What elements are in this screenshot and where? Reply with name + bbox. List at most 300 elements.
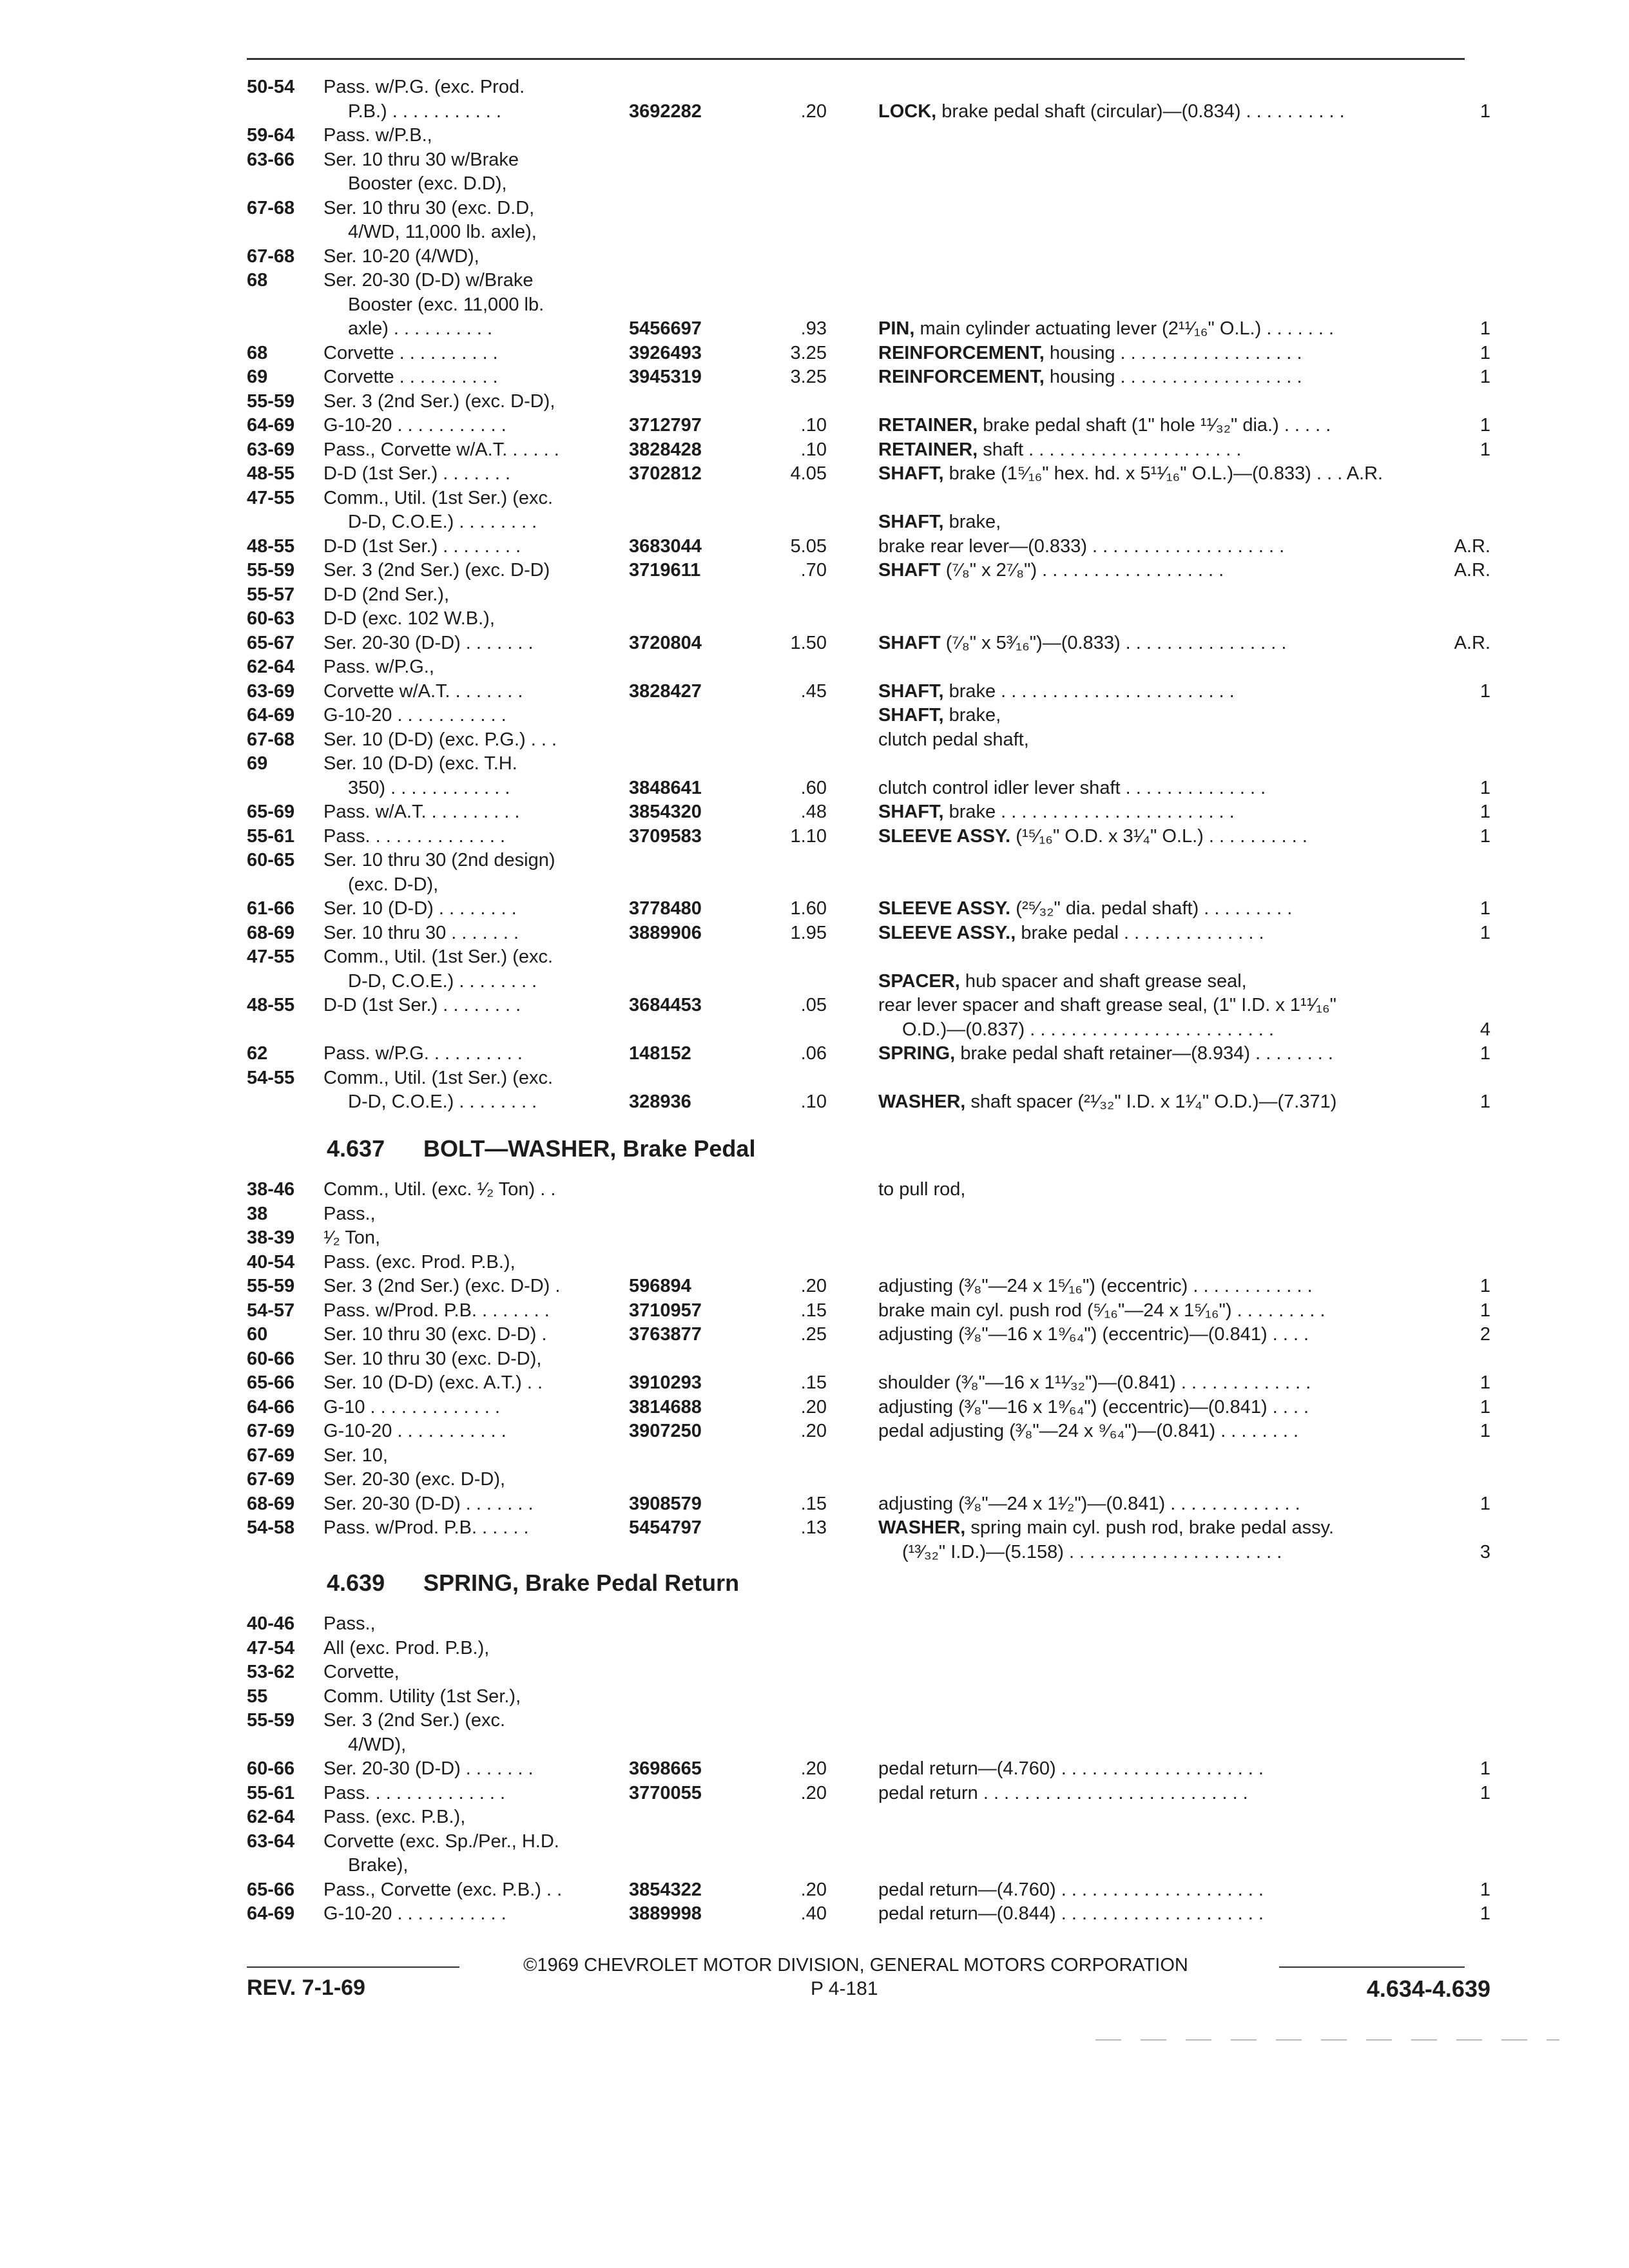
description-text: (⁷⁄₈" x 2⁷⁄₈") . . . . . . . . . . . . . . . . . .	[945, 560, 1224, 581]
price: .20	[800, 1782, 827, 1803]
quantity: A.R.	[1454, 560, 1490, 581]
section-code: 4.637	[327, 1135, 385, 1162]
part-name: SLEEVE ASSY.,	[878, 922, 1016, 943]
quantity: 1	[1480, 1879, 1490, 1900]
price: 5.05	[790, 535, 827, 557]
part-description	[878, 414, 1331, 438]
application: D-D (1st Ser.) . . . . . . .	[323, 463, 511, 484]
part-description	[878, 704, 1001, 728]
description-text: adjusting (³⁄₈"—16 x 1⁹⁄₆₄") (eccentric)—(0.841) . . . .	[878, 1396, 1309, 1418]
part-description	[878, 825, 1307, 849]
part-row	[0, 680, 1629, 704]
model-years: 40-46	[247, 1613, 295, 1634]
quantity: 1	[1480, 1903, 1490, 1924]
model-years: 64-69	[247, 415, 295, 436]
quantity: 1	[1480, 1043, 1490, 1064]
application: 4/WD),	[348, 1734, 407, 1755]
model-years: 64-69	[247, 705, 295, 726]
application: D-D, C.O.E.) . . . . . . . .	[348, 1091, 537, 1112]
part-name: SHAFT	[878, 560, 941, 581]
part-description	[878, 1516, 1334, 1541]
part-row	[0, 728, 1629, 753]
part-row	[0, 1419, 1629, 1444]
description-text: brake pedal . . . . . . . . . . . . . .	[1021, 922, 1264, 943]
part-row	[0, 1733, 1629, 1758]
model-years: 63-69	[247, 439, 295, 460]
price: .15	[800, 1372, 827, 1393]
part-name: PIN,	[878, 318, 915, 339]
description-text: pedal return . . . . . . . . . . . . . . . . . . . . . . . . . .	[878, 1782, 1248, 1803]
application: Ser. 10 (D-D) . . . . . . . .	[323, 898, 517, 919]
part-description	[878, 462, 1383, 486]
part-name: RETAINER,	[878, 415, 978, 436]
model-years: 47-54	[247, 1637, 295, 1658]
part-number: 3720804	[629, 632, 702, 653]
price: .15	[800, 1493, 827, 1514]
part-row	[0, 172, 1629, 197]
price: .40	[800, 1903, 827, 1924]
part-number: 3945319	[629, 367, 702, 387]
part-number: 3702812	[629, 463, 702, 484]
description-text: (⁷⁄₈" x 5³⁄₁₆")—(0.833) . . . . . . . . . . . . . . . .	[945, 632, 1287, 653]
application: Comm. Utility (1st Ser.),	[323, 1686, 521, 1707]
model-years: 55-61	[247, 825, 295, 847]
part-description	[878, 1492, 1300, 1517]
part-description	[878, 1396, 1309, 1420]
part-name: SHAFT,	[878, 802, 944, 822]
part-number: 3854320	[629, 802, 702, 822]
description-text: adjusting (³⁄₈"—16 x 1⁹⁄₆₄") (eccentric)—(0.841) . . . .	[878, 1324, 1309, 1345]
model-years: 40-54	[247, 1251, 295, 1273]
part-number: 3910293	[629, 1372, 702, 1393]
application: Ser. 3 (2nd Ser.) (exc. D-D) .	[323, 1276, 561, 1296]
quantity: 1	[1480, 318, 1490, 339]
part-row	[0, 462, 1629, 486]
part-row	[0, 1371, 1629, 1396]
description-text: brake,	[949, 705, 1001, 726]
part-row	[0, 148, 1629, 173]
price: .20	[800, 101, 827, 122]
quantity: 1	[1480, 1758, 1490, 1779]
part-number: 3907250	[629, 1421, 702, 1441]
model-years: 60-66	[247, 1758, 295, 1779]
part-row	[0, 945, 1629, 970]
part-number: 3889998	[629, 1903, 702, 1924]
model-years: 62	[247, 1043, 268, 1064]
model-years: 68	[247, 270, 268, 291]
description-text: brake,	[949, 512, 1001, 532]
price: .20	[800, 1396, 827, 1418]
application: Pass. w/Prod. P.B. . . . . .	[323, 1517, 529, 1538]
quantity: 4	[1480, 1019, 1490, 1040]
part-row	[0, 1018, 1629, 1043]
application: Ser. 10 thru 30 (2nd design)	[323, 850, 555, 870]
section-heading-4639	[327, 1570, 739, 1597]
description-text: brake main cyl. push rod (⁵⁄₁₆"—24 x 1⁵⁄₁₆") . . . . . . . . .	[878, 1300, 1325, 1321]
part-description	[902, 1541, 1282, 1565]
model-years: 63-66	[247, 149, 295, 170]
description-text: spring main cyl. push rod, brake pedal assy.	[970, 1517, 1335, 1538]
part-number: 596894	[629, 1276, 691, 1296]
application: Ser. 20-30 (D-D) . . . . . . .	[323, 632, 534, 653]
part-row	[0, 994, 1629, 1018]
part-number: 328936	[629, 1091, 691, 1112]
section-title: BOLT—WASHER, Brake Pedal	[423, 1135, 756, 1162]
part-row	[0, 1805, 1629, 1830]
part-description	[878, 970, 1247, 994]
part-description	[878, 1419, 1298, 1444]
application: Corvette . . . . . . . . . .	[323, 367, 498, 387]
part-description	[878, 776, 1266, 801]
application: Booster (exc. 11,000 lb.	[348, 294, 545, 315]
revision-date: REV. 7-1-69	[247, 1975, 365, 2000]
application: Ser. 10 thru 30 (exc. D-D),	[323, 1348, 542, 1369]
application: Ser. 10 thru 30 (exc. D-D) .	[323, 1324, 547, 1345]
part-name: SHAFT,	[878, 463, 944, 484]
model-years: 38-39	[247, 1227, 295, 1248]
price: .10	[800, 439, 827, 460]
quantity: 1	[1480, 1396, 1490, 1418]
application: Corvette . . . . . . . . . .	[323, 342, 498, 363]
application: Comm., Util. (1st Ser.) (exc.	[323, 487, 554, 508]
price: .05	[800, 995, 827, 1015]
part-row	[0, 1541, 1629, 1565]
model-years: 55	[247, 1686, 268, 1707]
description-text: hub spacer and shaft grease seal,	[965, 970, 1247, 992]
part-row	[0, 631, 1629, 656]
description-text: brake pedal shaft (circular)—(0.834) . . . . . . . . . .	[941, 101, 1345, 122]
part-number: 3763877	[629, 1324, 702, 1345]
application: All (exc. Prod. P.B.),	[323, 1637, 490, 1658]
part-row	[0, 607, 1629, 631]
application: Pass. w/P.B.,	[323, 125, 432, 146]
application: Pass., Corvette w/A.T. . . . . .	[323, 439, 559, 460]
part-description	[878, 1299, 1325, 1323]
description-text: (¹³⁄₃₂" I.D.)—(5.158) . . . . . . . . . . . . . . . . . . . . .	[902, 1541, 1282, 1562]
price: .93	[800, 318, 827, 339]
part-row	[0, 825, 1629, 849]
model-years: 67-69	[247, 1469, 295, 1490]
part-row	[0, 1396, 1629, 1420]
model-years: 60-65	[247, 850, 295, 870]
part-row	[0, 583, 1629, 608]
application: Ser. 3 (2nd Ser.) (exc. D-D)	[323, 560, 550, 581]
application: Pass. (exc. P.B.),	[323, 1807, 466, 1827]
application: Ser. 10-20 (4/WD),	[323, 245, 479, 267]
model-years: 65-66	[247, 1372, 295, 1393]
part-name: REINFORCEMENT,	[878, 342, 1045, 363]
description-text: (²⁵⁄₃₂" dia. pedal shaft) . . . . . . . . .	[1016, 898, 1293, 919]
application: Comm., Util. (1st Ser.) (exc.	[323, 947, 554, 967]
part-description	[878, 341, 1302, 366]
application: Pass.,	[323, 1613, 376, 1634]
description-text: brake (1⁵⁄₁₆" hex. hd. x 5¹¹⁄₁₆" O.L.)—(0.833) . . . A.R.	[949, 463, 1383, 484]
part-row	[0, 1444, 1629, 1468]
part-description	[878, 1042, 1333, 1066]
application: Pass. w/P.G.,	[323, 657, 434, 677]
part-number: 5456697	[629, 318, 702, 339]
model-years: 53-62	[247, 1662, 295, 1682]
quantity: 1	[1480, 825, 1490, 847]
part-row	[0, 1854, 1629, 1878]
part-row	[0, 1902, 1629, 1927]
part-row	[0, 535, 1629, 559]
block-spring-return	[0, 1612, 1629, 1927]
quantity: 1	[1480, 439, 1490, 460]
part-row	[0, 1637, 1629, 1661]
model-years: 65-67	[247, 632, 295, 653]
part-row	[0, 752, 1629, 776]
quantity: 1	[1480, 367, 1490, 387]
description-text: brake pedal shaft (1" hole ¹¹⁄₃₂" dia.) . . . . .	[983, 415, 1331, 436]
application: Pass. w/P.G. (exc. Prod.	[323, 77, 525, 97]
part-name: SLEEVE ASSY.	[878, 898, 1011, 919]
price: .13	[800, 1517, 827, 1538]
part-row	[0, 776, 1629, 801]
description-text: clutch control idler lever shaft . . . . . . . . . . . . . .	[878, 777, 1266, 798]
part-description	[878, 921, 1264, 946]
application: 350) . . . . . . . . . . . .	[348, 777, 510, 798]
application: P.B.) . . . . . . . . . . .	[348, 101, 501, 122]
model-years: 68	[247, 342, 268, 363]
model-years: 55-61	[247, 1782, 295, 1803]
part-name: SHAFT,	[878, 512, 944, 532]
part-row	[0, 197, 1629, 221]
block-bolt-washer	[0, 1178, 1629, 1564]
description-text: adjusting (³⁄₈"—24 x 1⁵⁄₁₆") (eccentric) . . . . . . . . . . . .	[878, 1276, 1313, 1296]
description-text: shaft . . . . . . . . . . . . . . . . . . . . .	[983, 439, 1242, 460]
copyright-notice: ©1969 CHEVROLET MOTOR DIVISION, GENERAL MOTORS CORPORATION	[523, 1955, 1188, 1975]
quantity: A.R.	[1454, 632, 1490, 653]
quantity: 1	[1480, 1300, 1490, 1321]
application: D-D (exc. 102 W.B.),	[323, 608, 495, 629]
part-number: 3684453	[629, 995, 702, 1015]
part-description	[878, 535, 1284, 559]
part-description	[878, 1178, 965, 1202]
part-row	[0, 1709, 1629, 1733]
application: Ser. 10 thru 30 (exc. D.D,	[323, 197, 535, 218]
quantity: 1	[1480, 1421, 1490, 1441]
block-lock-pin-shafts	[0, 75, 1629, 1115]
part-row	[0, 1468, 1629, 1492]
description-text: rear lever spacer and shaft grease seal, (1" I.D. x 1¹¹⁄₁₆"	[878, 995, 1336, 1015]
part-description	[878, 365, 1302, 390]
model-years: 64-66	[247, 1396, 295, 1418]
top-rule	[247, 58, 1465, 60]
part-row	[0, 921, 1629, 946]
part-row	[0, 1042, 1629, 1066]
part-row	[0, 1878, 1629, 1903]
part-description	[878, 1757, 1264, 1782]
application: Pass.,	[323, 1203, 376, 1224]
quantity: 1	[1480, 101, 1490, 122]
part-row	[0, 1251, 1629, 1275]
price: 1.10	[790, 825, 827, 847]
part-number: 3908579	[629, 1493, 702, 1514]
part-row	[0, 849, 1629, 873]
model-years: 63-64	[247, 1831, 295, 1852]
description-text: (¹⁵⁄₁₆" O.D. x 3¹⁄₄" O.L.) . . . . . . . . . .	[1016, 825, 1307, 847]
part-row	[0, 1226, 1629, 1251]
description-text: housing . . . . . . . . . . . . . . . . . .	[1049, 342, 1302, 363]
section-code: 4.639	[327, 1570, 385, 1596]
price: .20	[800, 1879, 827, 1900]
description-text: clutch pedal shaft,	[878, 729, 1029, 750]
part-row	[0, 486, 1629, 511]
application: G-10-20 . . . . . . . . . . .	[323, 1421, 506, 1441]
part-row	[0, 124, 1629, 148]
price: .20	[800, 1276, 827, 1296]
application: Ser. 20-30 (exc. D-D),	[323, 1469, 506, 1490]
part-description	[878, 631, 1286, 656]
description-text: adjusting (³⁄₈"—24 x 1¹⁄₂")—(0.841) . . . . . . . . . . . . .	[878, 1493, 1300, 1514]
model-years: 60-66	[247, 1348, 295, 1369]
model-years: 60-63	[247, 608, 295, 629]
price: .20	[800, 1421, 827, 1441]
price: .48	[800, 802, 827, 822]
part-number: 3828428	[629, 439, 702, 460]
description-text: brake pedal shaft retainer—(8.934) . . . . . . . .	[960, 1043, 1333, 1064]
application: D-D (2nd Ser.),	[323, 584, 449, 605]
group-range: 4.634-4.639	[1366, 1975, 1490, 2002]
model-years: 62-64	[247, 1807, 295, 1827]
part-row	[0, 704, 1629, 728]
quantity: A.R.	[1454, 535, 1490, 557]
part-row	[0, 1090, 1629, 1115]
part-number: 3828427	[629, 680, 702, 702]
part-row	[0, 293, 1629, 318]
part-row	[0, 341, 1629, 366]
part-description	[878, 438, 1241, 463]
model-years: 67-68	[247, 245, 295, 267]
model-years: 62-64	[247, 657, 295, 677]
application: Ser. 3 (2nd Ser.) (exc. D-D),	[323, 390, 555, 412]
part-name: REINFORCEMENT,	[878, 367, 1045, 387]
model-years: 48-55	[247, 535, 295, 557]
part-row	[0, 365, 1629, 390]
application: Ser. 10 (D-D) (exc. P.G.) . . .	[323, 729, 557, 750]
price: .06	[800, 1043, 827, 1064]
quantity: 1	[1480, 1782, 1490, 1803]
application: G-10-20 . . . . . . . . . . .	[323, 415, 506, 436]
application: Corvette (exc. Sp./Per., H.D.	[323, 1831, 559, 1852]
part-row	[0, 414, 1629, 438]
application: Pass. . . . . . . . . . . . . .	[323, 1782, 506, 1803]
part-row	[0, 897, 1629, 921]
part-number: 3926493	[629, 342, 702, 363]
part-description	[902, 1018, 1274, 1043]
part-row	[0, 510, 1629, 535]
model-years: 54-57	[247, 1300, 295, 1321]
part-row	[0, 100, 1629, 124]
section-title: SPRING, Brake Pedal Return	[423, 1570, 740, 1596]
price: 1.50	[790, 632, 827, 653]
part-row	[0, 1660, 1629, 1685]
application: Ser. 20-30 (D-D) w/Brake	[323, 270, 534, 291]
model-years: 67-68	[247, 197, 295, 218]
application: D-D, C.O.E.) . . . . . . . .	[348, 512, 537, 532]
part-row	[0, 1782, 1629, 1806]
model-years: 68-69	[247, 922, 295, 943]
part-description	[878, 1090, 1336, 1115]
part-row	[0, 1685, 1629, 1709]
quantity: 1	[1480, 1276, 1490, 1296]
part-row	[0, 800, 1629, 825]
price: 1.95	[790, 922, 827, 943]
model-years: 65-69	[247, 802, 295, 822]
part-description	[878, 1902, 1264, 1927]
part-number: 3709583	[629, 825, 702, 847]
part-row	[0, 873, 1629, 898]
application: Ser. 10 thru 30 w/Brake	[323, 149, 519, 170]
description-text: main cylinder actuating lever (2¹¹⁄₁₆" O.L.) . . . . . . .	[920, 318, 1335, 339]
part-description	[878, 1878, 1264, 1903]
description-text: O.D.)—(0.837) . . . . . . . . . . . . . . . . . . . . . . . .	[902, 1019, 1274, 1040]
quantity: 1	[1480, 1493, 1490, 1514]
price: 3.25	[790, 367, 827, 387]
scan-mark	[1095, 2039, 1559, 2041]
part-row	[0, 1274, 1629, 1299]
part-row	[0, 1066, 1629, 1091]
model-years: 50-54	[247, 77, 295, 97]
page-number: P 4-181	[811, 1978, 878, 1999]
model-years: 68-69	[247, 1493, 295, 1514]
quantity: 1	[1480, 777, 1490, 798]
model-years: 48-55	[247, 463, 295, 484]
model-years: 47-55	[247, 947, 295, 967]
part-row	[0, 220, 1629, 245]
part-description	[878, 728, 1029, 753]
part-row	[0, 438, 1629, 463]
application: Comm., Util. (1st Ser.) (exc.	[323, 1067, 554, 1088]
model-years: 63-69	[247, 680, 295, 702]
part-description	[878, 1371, 1311, 1396]
application: Pass. w/Prod. P.B. . . . . . . .	[323, 1300, 550, 1321]
part-name: SPACER,	[878, 970, 960, 992]
quantity: 1	[1480, 922, 1490, 943]
description-text: shoulder (³⁄₈"—16 x 1¹¹⁄₃₂")—(0.841) . . . . . . . . . . . . .	[878, 1372, 1311, 1393]
part-number: 3778480	[629, 898, 702, 919]
part-name: SHAFT,	[878, 705, 944, 726]
part-number: 3698665	[629, 1758, 702, 1779]
part-description	[878, 1323, 1309, 1347]
application: G-10-20 . . . . . . . . . . .	[323, 705, 506, 726]
model-years: 38-46	[247, 1179, 295, 1200]
application: Pass. . . . . . . . . . . . . .	[323, 825, 506, 847]
quantity: 1	[1480, 1372, 1490, 1393]
application: Ser. 10 (D-D) (exc. T.H.	[323, 753, 517, 774]
model-years: 47-55	[247, 487, 295, 508]
part-row	[0, 1299, 1629, 1323]
part-number: 3848641	[629, 777, 702, 798]
description-text: brake . . . . . . . . . . . . . . . . . . . . . . .	[949, 802, 1235, 822]
part-number: 3854322	[629, 1879, 702, 1900]
part-name: WASHER,	[878, 1091, 966, 1112]
part-description	[878, 559, 1224, 583]
model-years: 38	[247, 1203, 268, 1224]
application: Corvette w/A.T. . . . . . . .	[323, 680, 523, 702]
part-number: 3814688	[629, 1396, 702, 1418]
part-number: 3889906	[629, 922, 702, 943]
quantity: 2	[1480, 1324, 1490, 1345]
part-row	[0, 1516, 1629, 1541]
description-text: brake . . . . . . . . . . . . . . . . . . . . . . .	[949, 680, 1235, 702]
part-row	[0, 245, 1629, 269]
part-row	[0, 1757, 1629, 1782]
part-row	[0, 970, 1629, 994]
model-years: 55-57	[247, 584, 295, 605]
price: .60	[800, 777, 827, 798]
